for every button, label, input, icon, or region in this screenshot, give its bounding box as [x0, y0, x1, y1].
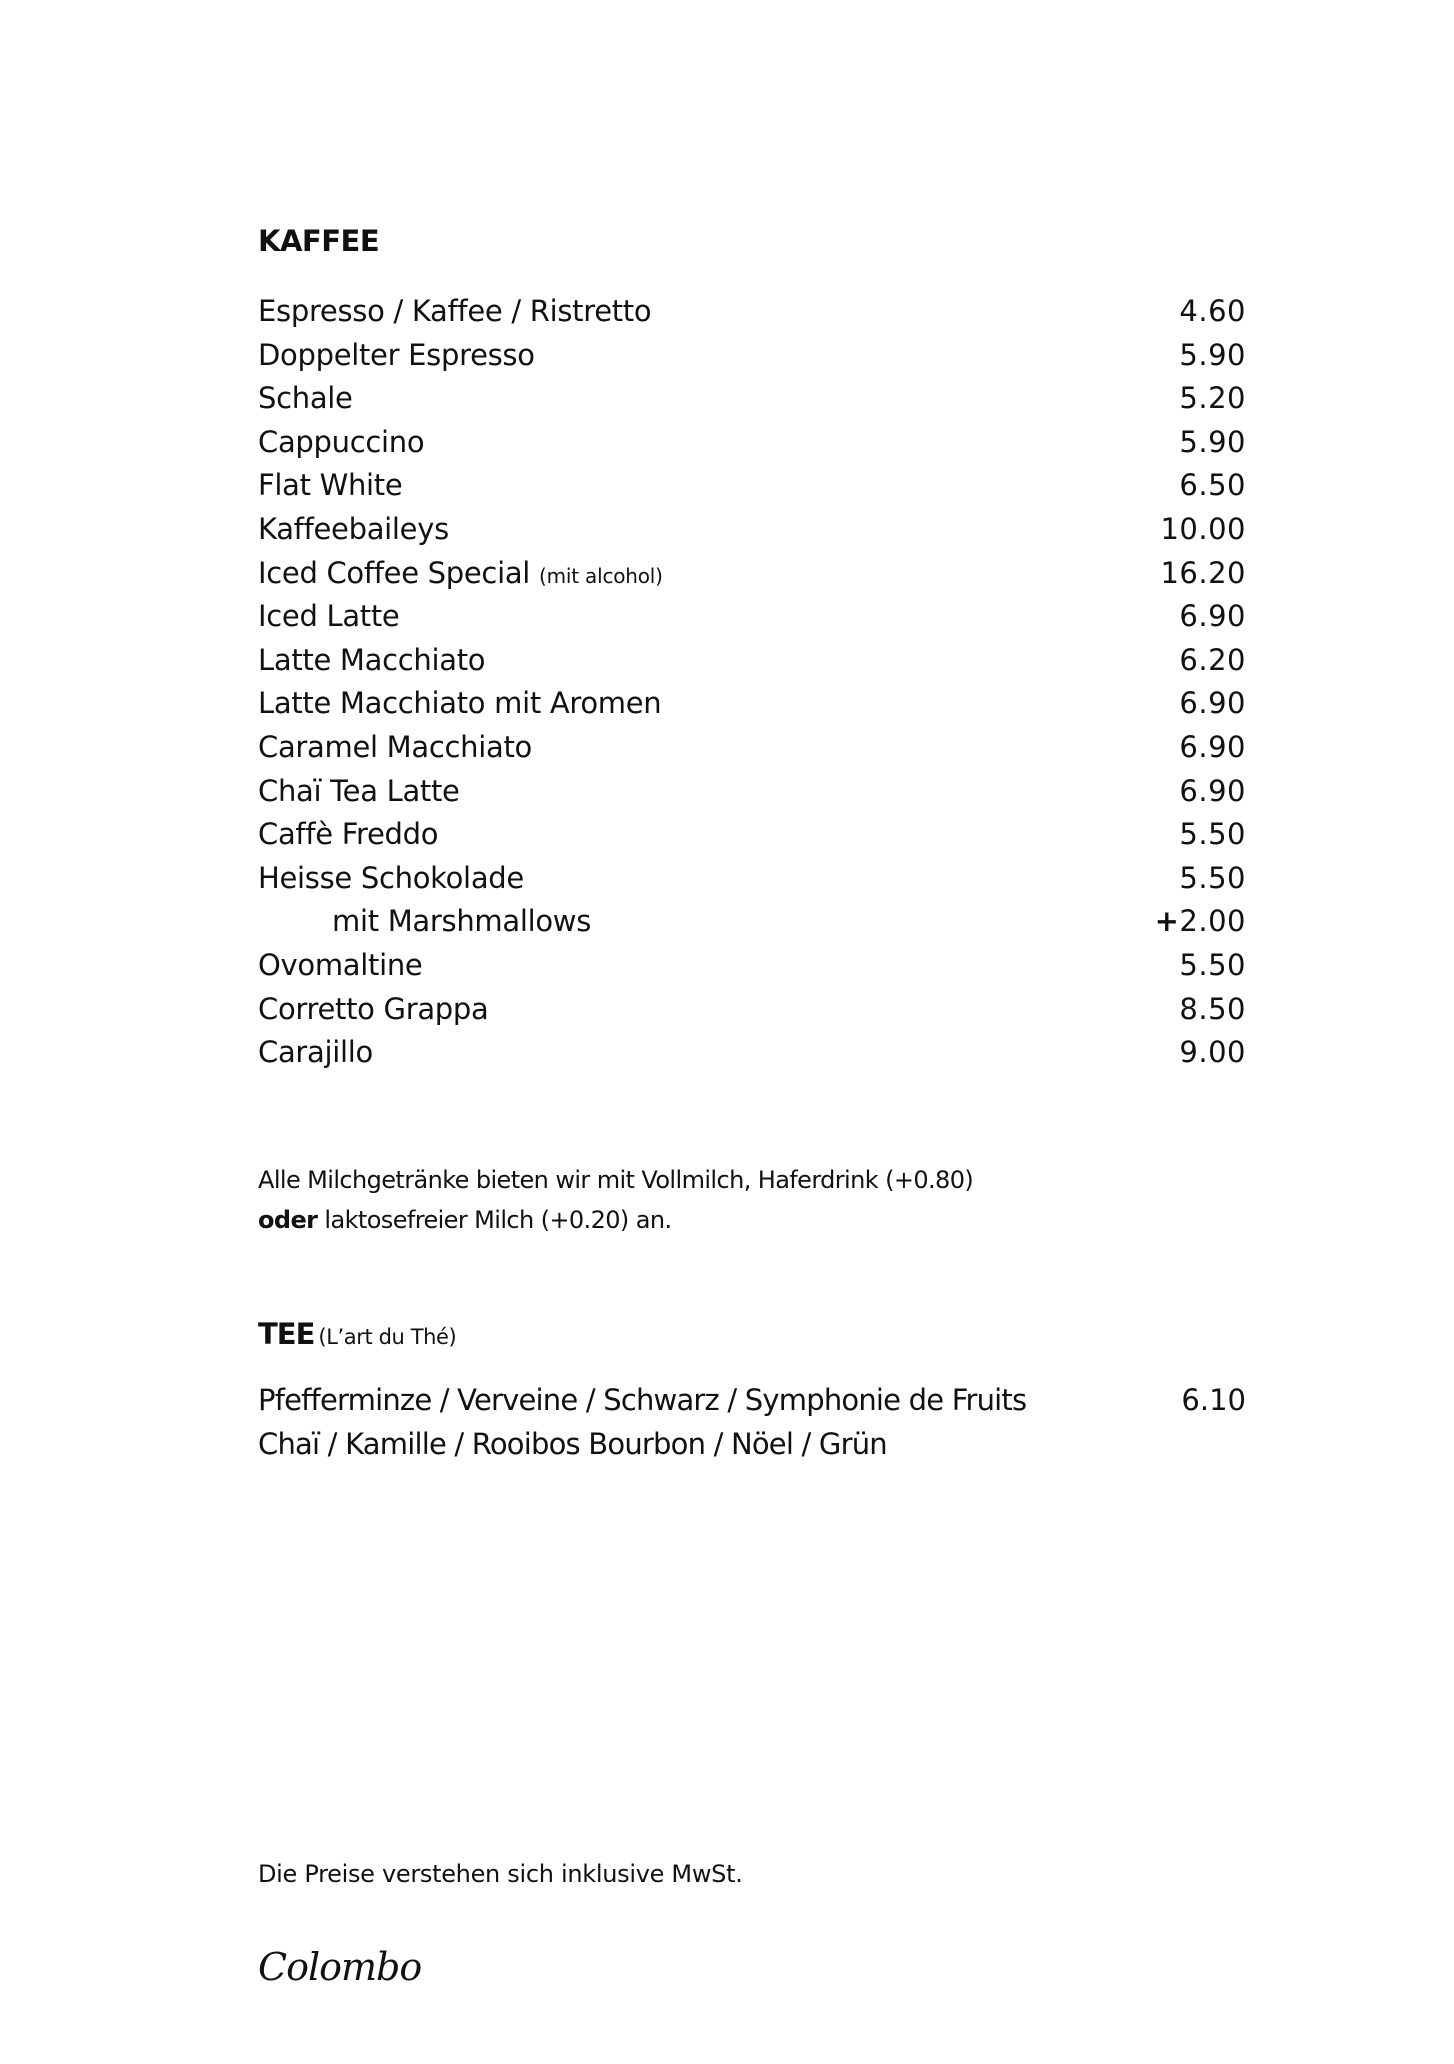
- item-price: 6.10: [1181, 1383, 1246, 1417]
- item-price: 6.90: [1179, 729, 1246, 764]
- item-name: Corretto Grappa: [258, 991, 489, 1026]
- item-price: 4.60: [1179, 294, 1246, 328]
- item-name: Flat White: [258, 468, 403, 503]
- milk-note-bold: oder: [258, 1206, 318, 1234]
- menu-item: [258, 944, 1246, 988]
- tee-list: [258, 1378, 1246, 1466]
- item-name: Schale: [258, 381, 353, 416]
- item-name: Carajillo: [258, 1035, 373, 1070]
- milk-note-rest: laktosefreier Milch (+0.20) an.: [317, 1206, 672, 1234]
- item-price: 5.50: [1179, 817, 1246, 852]
- menu-item: [258, 508, 1246, 552]
- item-price: 9.00: [1179, 1035, 1246, 1070]
- menu-item: [258, 682, 1246, 726]
- menu-item: [258, 595, 1246, 639]
- milk-note-line-1: Alle Milchgetränke bieten wir mit Vollmilch, Haferdrink (+0.80): [258, 1166, 974, 1194]
- tax-note: Die Preise verstehen sich inklusive MwSt.: [258, 1860, 743, 1888]
- item-price: 6.90: [1179, 599, 1246, 634]
- item-price: 5.50: [1179, 947, 1246, 982]
- kaffee-list: [258, 290, 1246, 1075]
- tee-heading-subtitle: (L’art du Thé): [318, 1325, 457, 1349]
- menu-item: [258, 639, 1246, 683]
- item-price: 16.20: [1160, 555, 1246, 590]
- menu-item: [258, 726, 1246, 770]
- milk-note-line-2: [258, 1200, 973, 1240]
- item-price: 5.90: [1179, 337, 1246, 372]
- menu-item: [258, 421, 1246, 465]
- tee-heading: [258, 1317, 456, 1351]
- item-name: Latte Macchiato mit Aromen: [258, 686, 662, 721]
- price-prefix: +: [1154, 904, 1180, 939]
- item-price-with-prefix: [1155, 900, 1246, 944]
- item-price: 6.50: [1179, 468, 1246, 503]
- menu-item-addon: [258, 900, 1246, 944]
- menu-item: [258, 290, 1246, 334]
- item-name: Caramel Macchiato: [258, 729, 532, 764]
- item-name: Heisse Schokolade: [258, 860, 524, 895]
- menu-item: [258, 770, 1246, 814]
- menu-item: [258, 464, 1246, 508]
- item-name: Pfefferminze / Verveine / Schwarz / Symphonie de Fruits: [258, 1383, 1027, 1417]
- item-price: 5.50: [1179, 860, 1246, 895]
- item-note: (mit alcohol): [539, 563, 663, 588]
- item-name: Kaffeebaileys: [258, 511, 449, 546]
- item-price: 2.00: [1179, 904, 1246, 939]
- menu-item: [258, 334, 1246, 378]
- item-name: Chaï / Kamille / Rooibos Bourbon / Nöel / Grün: [258, 1427, 887, 1461]
- menu-item: [258, 1031, 1246, 1075]
- menu-item: [258, 988, 1246, 1032]
- milk-note: [258, 1160, 973, 1240]
- item-name: Doppelter Espresso: [258, 337, 535, 372]
- item-price: 5.90: [1179, 424, 1246, 459]
- item-name: Latte Macchiato: [258, 642, 486, 677]
- item-name: Ovomaltine: [258, 947, 423, 982]
- item-name-with-note: [258, 552, 663, 599]
- item-price: 10.00: [1160, 511, 1246, 546]
- item-name: Caffè Freddo: [258, 817, 439, 852]
- item-name: Iced Latte: [258, 599, 400, 634]
- item-price: 6.90: [1179, 686, 1246, 721]
- tee-item: [258, 1422, 1246, 1466]
- item-name: Cappuccino: [258, 424, 425, 459]
- item-price: 6.20: [1179, 642, 1246, 677]
- item-name: Chaï Tea Latte: [258, 773, 460, 808]
- item-name: mit Marshmallows: [332, 904, 592, 939]
- item-price: 6.90: [1179, 773, 1246, 808]
- menu-item: [258, 857, 1246, 901]
- kaffee-heading: KAFFEE: [258, 224, 380, 258]
- tee-item: [258, 1378, 1246, 1422]
- tee-heading-title: TEE: [258, 1317, 315, 1351]
- menu-item: [258, 552, 1246, 596]
- menu-item: [258, 377, 1246, 421]
- item-name: Espresso / Kaffee / Ristretto: [258, 294, 652, 328]
- colombo-logo: Colombo: [258, 1945, 422, 1989]
- item-price: 8.50: [1179, 991, 1246, 1026]
- item-price: 5.20: [1179, 381, 1246, 416]
- menu-item: [258, 813, 1246, 857]
- item-name: Iced Coffee Special: [258, 555, 531, 590]
